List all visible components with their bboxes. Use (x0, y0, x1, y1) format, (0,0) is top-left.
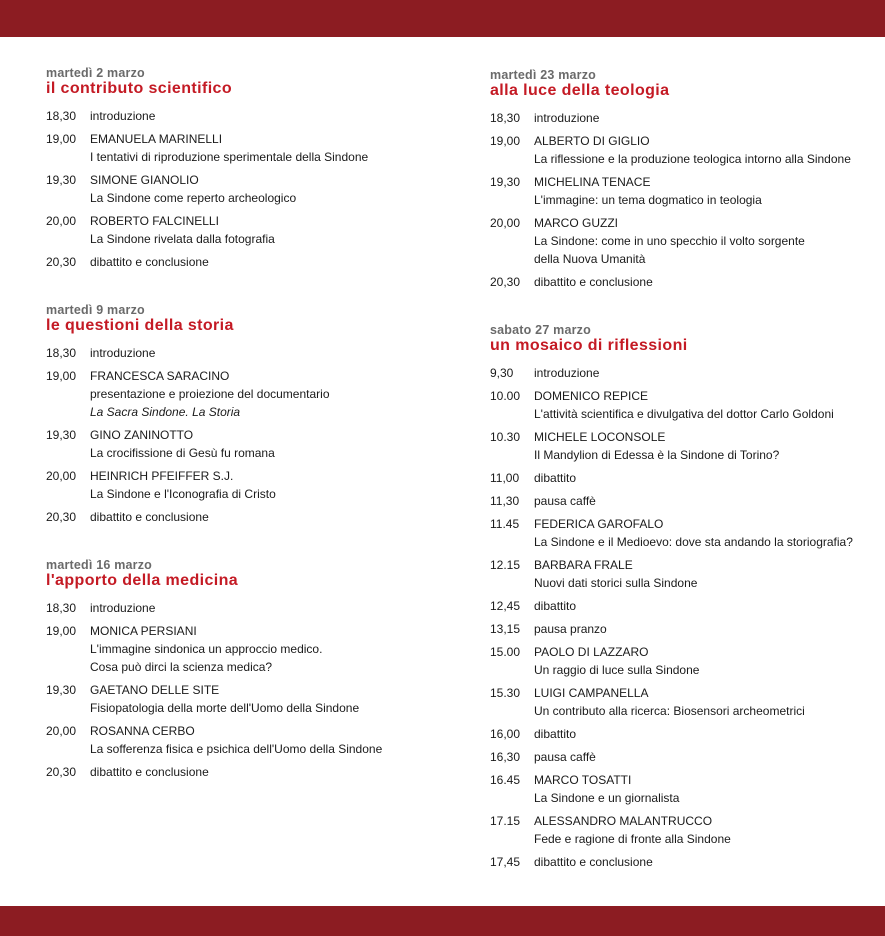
entry-text: presentazione e proiezione del documentario (90, 387, 330, 401)
entry-speaker: ROSANNA CERBO (90, 724, 195, 738)
entry-time: 9,30 (490, 366, 514, 380)
schedule-entry (490, 173, 880, 209)
entry-text: La riflessione e la produzione teologica intorno alla Sindone (534, 152, 851, 166)
entry-time: 17.15 (490, 814, 521, 828)
schedule-entry (490, 771, 880, 807)
entry-text: I tentativi di riproduzione sperimentale della Sindone (90, 150, 369, 164)
day-date: sabato 27 marzo (490, 323, 591, 337)
program-column-right (490, 68, 880, 876)
entry-body (90, 367, 446, 421)
entry-text: Nuovi dati storici sulla Sindone (534, 576, 698, 590)
entry-time: 20,30 (46, 510, 77, 524)
schedule-entry (46, 622, 446, 676)
entry-body (534, 132, 880, 168)
entry-time: 12.15 (490, 558, 521, 572)
schedule-entry (46, 367, 446, 421)
schedule-entry (490, 853, 880, 871)
entry-time: 16.45 (490, 773, 521, 787)
entry-body (90, 722, 446, 758)
entry-body (90, 130, 446, 166)
schedule-entry (490, 273, 880, 291)
entry-text: La Sindone e il Medioevo: dove sta andando la storiografia? (534, 535, 853, 549)
entry-text: Fede e ragione di fronte alla Sindone (534, 832, 731, 846)
schedule-entry (490, 748, 880, 766)
entry-speaker: ALBERTO DI GIGLIO (534, 134, 650, 148)
entry-text: La Sindone e l'Iconografia di Cristo (90, 487, 276, 501)
entry-body (534, 556, 880, 592)
entry-speaker: ALESSANDRO MALANTRUCCO (534, 814, 713, 828)
entry-body (534, 515, 880, 551)
program-day (46, 558, 446, 781)
day-date: martedì 23 marzo (490, 68, 597, 82)
entry-body (534, 492, 880, 510)
entry-body (534, 273, 880, 291)
schedule-entry (490, 428, 880, 464)
entry-text: introduzione (90, 601, 156, 615)
entry-text: La crocifissione di Gesù fu romana (90, 446, 275, 460)
entry-text: La Sindone rivelata dalla fotografia (90, 232, 275, 246)
entry-text: Un contributo alla ricerca: Biosensori archeometrici (534, 704, 805, 718)
schedule-entry (490, 387, 880, 423)
entry-text: dibattito e conclusione (90, 765, 209, 779)
entry-body (534, 771, 880, 807)
entry-speaker: HEINRICH PFEIFFER S.J. (90, 469, 234, 483)
schedule-entry (490, 812, 880, 848)
entry-text: dibattito (534, 599, 577, 613)
entry-body (90, 212, 446, 248)
schedule-entry (46, 722, 446, 758)
schedule-entry (490, 492, 880, 510)
entry-time: 20,30 (46, 765, 77, 779)
schedule-entry (46, 599, 446, 617)
entry-text: introduzione (534, 111, 600, 125)
entry-time: 19,00 (46, 624, 77, 638)
entry-text: introduzione (90, 109, 156, 123)
schedule-entry (46, 467, 446, 503)
entry-speaker: LUIGI CAMPANELLA (534, 686, 649, 700)
entry-body (90, 508, 446, 526)
entry-time: 12,45 (490, 599, 521, 613)
schedule-entry (490, 364, 880, 382)
entry-text: pausa caffè (534, 750, 596, 764)
entry-text: La Sindone come reperto archeologico (90, 191, 297, 205)
entry-speaker: FRANCESCA SARACINO (90, 369, 230, 383)
schedule-entry (490, 556, 880, 592)
bottom-color-band (0, 906, 885, 936)
schedule-entry (46, 426, 446, 462)
entry-text: della Nuova Umanità (534, 252, 646, 266)
schedule-entry (46, 171, 446, 207)
day-title: alla luce della teologia (490, 82, 670, 99)
top-color-band (0, 0, 885, 37)
entry-body (90, 763, 446, 781)
schedule-entry (490, 132, 880, 168)
day-date: martedì 2 marzo (46, 66, 145, 80)
entry-time: 10.00 (490, 389, 521, 403)
entry-body (90, 426, 446, 462)
schedule-entry (490, 620, 880, 638)
entry-time: 18,30 (46, 601, 77, 615)
day-date: martedì 9 marzo (46, 303, 145, 317)
entry-speaker: GINO ZANINOTTO (90, 428, 194, 442)
entry-text: dibattito (534, 471, 577, 485)
schedule-entry (46, 763, 446, 781)
entry-text: La Sacra Sindone. La Storia (90, 405, 241, 419)
entry-body (534, 387, 880, 423)
schedule-entry (490, 214, 880, 268)
entry-speaker: MONICA PERSIANI (90, 624, 197, 638)
entry-text: La Sindone: come in uno specchio il volto sorgente (534, 234, 805, 248)
entry-speaker: GAETANO DELLE SITE (90, 683, 220, 697)
entry-time: 19,00 (46, 132, 77, 146)
entry-time: 20,30 (490, 275, 521, 289)
schedule-entry (46, 212, 446, 248)
entry-text: Un raggio di luce sulla Sindone (534, 663, 700, 677)
entry-time: 11,00 (490, 471, 520, 485)
entry-body (90, 467, 446, 503)
entry-time: 16,00 (490, 727, 521, 741)
schedule-entry (490, 515, 880, 551)
schedule-entry (46, 130, 446, 166)
schedule-entry (490, 725, 880, 743)
entry-text: L'immagine sindonica un approccio medico. (90, 642, 323, 656)
schedule-entry (46, 253, 446, 271)
entry-time: 16,30 (490, 750, 521, 764)
entry-text: L'attività scientifica e divulgativa del dottor Carlo Goldoni (534, 407, 834, 421)
entry-body (534, 748, 880, 766)
entry-text: Il Mandylion di Edessa è la Sindone di Torino? (534, 448, 780, 462)
entry-body (90, 344, 446, 362)
entry-time: 11,30 (490, 494, 520, 508)
schedule-entry (490, 109, 880, 127)
day-title: l'apporto della medicina (46, 572, 239, 589)
entry-time: 18,30 (490, 111, 521, 125)
entry-time: 19,30 (46, 173, 77, 187)
entry-body (534, 428, 880, 464)
entry-body (534, 364, 880, 382)
entry-text: Cosa può dirci la scienza medica? (90, 660, 273, 674)
program-day (46, 66, 446, 271)
entry-time: 20,00 (46, 724, 77, 738)
entry-body (534, 173, 880, 209)
program-column-left (46, 66, 446, 786)
entry-speaker: BARBARA FRALE (534, 558, 633, 572)
entry-text: dibattito e conclusione (90, 510, 209, 524)
entry-text: Fisiopatologia della morte dell'Uomo della Sindone (90, 701, 360, 715)
entry-speaker: EMANUELA MARINELLI (90, 132, 223, 146)
schedule-entry (490, 469, 880, 487)
entry-text: dibattito e conclusione (534, 855, 653, 869)
entry-speaker: MICHELINA TENACE (534, 175, 651, 189)
entry-body (534, 853, 880, 871)
entry-time: 19,30 (46, 683, 77, 697)
entry-time: 13,15 (490, 622, 521, 636)
entry-time: 19,00 (46, 369, 77, 383)
entry-body (534, 620, 880, 638)
entry-text: dibattito e conclusione (90, 255, 209, 269)
entry-body (534, 812, 880, 848)
entry-body (90, 253, 446, 271)
entry-body (90, 171, 446, 207)
entry-time: 15.00 (490, 645, 521, 659)
entry-body (534, 597, 880, 615)
entry-time: 18,30 (46, 109, 77, 123)
entry-time: 10.30 (490, 430, 521, 444)
entry-body (90, 107, 446, 125)
entry-speaker: MARCO TOSATTI (534, 773, 632, 787)
entry-body (90, 599, 446, 617)
entry-body (534, 469, 880, 487)
entry-speaker: SIMONE GIANOLIO (90, 173, 199, 187)
entry-speaker: PAOLO DI LAZZARO (534, 645, 649, 659)
schedule-entry (46, 681, 446, 717)
schedule-entry (46, 344, 446, 362)
entry-text: dibattito e conclusione (534, 275, 653, 289)
program-day (490, 68, 880, 291)
entry-body (534, 214, 880, 268)
entry-body (90, 681, 446, 717)
day-date: martedì 16 marzo (46, 558, 153, 572)
entry-time: 19,30 (490, 175, 521, 189)
day-title: un mosaico di riflessioni (490, 337, 688, 354)
entry-time: 20,00 (46, 469, 77, 483)
entry-time: 19,30 (46, 428, 77, 442)
entry-time: 17,45 (490, 855, 521, 869)
entry-time: 15.30 (490, 686, 521, 700)
entry-speaker: MICHELE LOCONSOLE (534, 430, 666, 444)
schedule-entry (490, 684, 880, 720)
day-title: le questioni della storia (46, 317, 234, 334)
entry-time: 20,00 (490, 216, 521, 230)
entry-time: 18,30 (46, 346, 77, 360)
entry-text: pausa caffè (534, 494, 596, 508)
entry-time: 20,00 (46, 214, 77, 228)
program-day (490, 323, 880, 871)
entry-body (534, 643, 880, 679)
entry-speaker: FEDERICA GAROFALO (534, 517, 664, 531)
entry-text: dibattito (534, 727, 577, 741)
entry-time: 19,00 (490, 134, 521, 148)
entry-text: La Sindone e un giornalista (534, 791, 680, 805)
entry-body (534, 684, 880, 720)
entry-speaker: MARCO GUZZI (534, 216, 618, 230)
entry-speaker: ROBERTO FALCINELLI (90, 214, 219, 228)
entry-text: pausa pranzo (534, 622, 607, 636)
schedule-entry (490, 597, 880, 615)
schedule-entry (46, 508, 446, 526)
day-title: il contributo scientifico (46, 80, 233, 97)
entry-text: L'immagine: un tema dogmatico in teologia (534, 193, 762, 207)
schedule-entry (490, 643, 880, 679)
entry-time: 20,30 (46, 255, 77, 269)
entry-text: introduzione (534, 366, 600, 380)
program-day (46, 303, 446, 526)
entry-body (534, 109, 880, 127)
entry-body (534, 725, 880, 743)
entry-body (90, 622, 446, 676)
schedule-entry (46, 107, 446, 125)
entry-text: La sofferenza fisica e psichica dell'Uomo della Sindone (90, 742, 383, 756)
entry-text: introduzione (90, 346, 156, 360)
entry-time: 11.45 (490, 517, 520, 531)
entry-speaker: DOMENICO REPICE (534, 389, 649, 403)
